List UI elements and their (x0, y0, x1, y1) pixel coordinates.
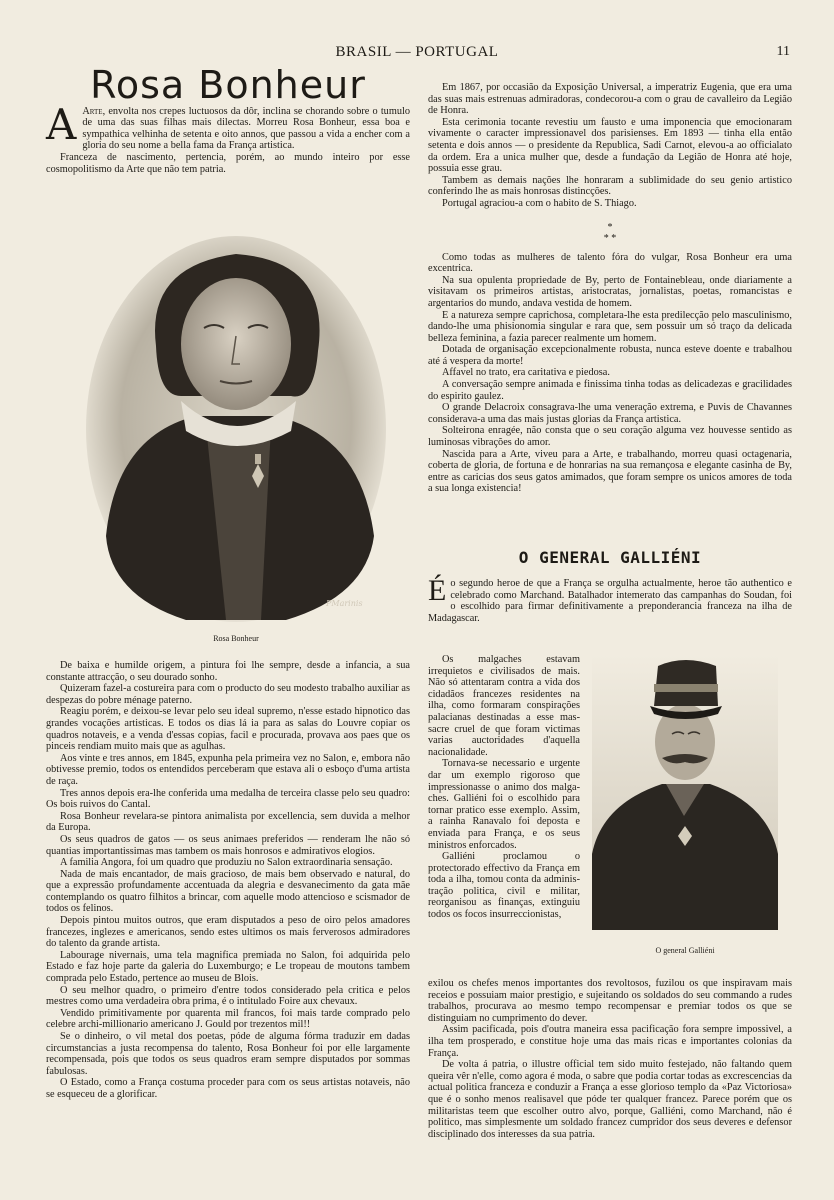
article-title-rosa: Rosa Bonheur (90, 63, 366, 107)
gallieni-narrow-column (428, 654, 580, 921)
paragraph: Galliéni proclamou o protectorado effectivo da França em toda a ilha, tomou conta da administração politica, civil e militar, reorganisou as finanças, extinguiu todos os focos insurreccionistas, (428, 851, 580, 921)
photo-caption-rosa: Rosa Bonheur (213, 634, 259, 643)
paragraph: O grande Delacroix consagrava-lhe uma veneração extrema, e Puvis de Chavannes considerava-a uma das mais justas glorias da França artistica. (428, 402, 792, 425)
paragraph: Portugal agraciou-a com o habito de S. Thiago. (442, 197, 637, 209)
drop-cap: É (428, 574, 447, 607)
article-title-gallieni: O GENERAL GALLIÉNI (518, 548, 702, 567)
paragraph: Dotada de organisação excepcionalmente robusta, nunca esteve doente e trabalhou até á vespera da morte! (428, 344, 792, 367)
paragraph: Nada de mais encantador, de mais gracioso, de mais bem observado e natural, do que a expressão profundamente accentuada da alegria e desvanecimento da gata mãe contemplando os quatro filhitos a brincar, com aquelle modo attencioso e scismador de todos os felinos. (46, 868, 410, 915)
photo-caption-gallieni: O general Galliéni (655, 946, 715, 955)
general-gallieni-portrait (592, 654, 778, 930)
paragraph: Como todas as mulheres de talento fóra do vulgar, Rosa Bonheur era uma excentrica. (428, 251, 792, 275)
intro-first-word: Arte (82, 105, 103, 117)
section-stars: * * (603, 232, 617, 244)
paragraph: Reagiu porém, e deixou-se levar pelo seu ideal supremo, n'esse estado hipnotico das grandes vocações artisticas. E todos os dias lá ia para as salas do Louvre copiar os quadros notaveis, e a venda d'essas copias, facil e procurada, provava aos paes que os pinceis rendiam muito mais que as agulhas. (46, 706, 410, 753)
page-number: 11 (776, 44, 790, 59)
paragraph: De volta á patria, o illustre official tem sido muito festejado, não faltando quem queira vêr n'elle, como agora é moda, o sabre que podia cortar todas as excrescencias da actual politica franceza e conduzir a França a esse glorioso templo da «Paz Victoriosa» que é o sonho menos realisavel que póde ter qualquer francez. Parece porém que os militaristas teem que escolher outro alvo, porque, Galliéni, como Marchand, não é politico, mas simplesmente um soldado francez cumpridor dos seus deveres e defensor disciplinado dos interesses da sua patria. (428, 1059, 792, 1140)
paragraph: Aos vinte e tres annos, em 1845, expunha pela primeira vez no Salon, e, embora não obtivesse premio, todos os entendidos perceberam que estava ali o esboço d'uma artista de raça. (46, 752, 410, 787)
paragraph: Se o dinheiro, o vil metal dos poetas, póde de alguma fórma traduzir em dadas circumstancias a justa recompensa do talento, Rosa Bonheur foi por elle largamente recompensada, pois que todos os seus quadros eram sempre disputados por sommas fabulosas. (46, 1031, 410, 1077)
paragraph: Na sua opulenta propriedade de By, perto de Fontainebleau, onde diariamente a visitavam os primeiros artistas, aristocratas, jornalistas, poetas, romancistas e argentarios do mundo, andava vestida de homem. (428, 274, 792, 309)
paragraph: E a natureza sempre caprichosa, completara-lhe esta predilecção pelo masculinismo, dando-lhe uma phisionomia singular e rara que, sem possuir um só traço da delicada belleza feminina, a fazia parecer realmente um homem. (428, 309, 792, 344)
gallieni-intro (428, 574, 792, 624)
paragraph: O seu melhor quadro, o primeiro d'entre todos considerado pela critica e pelos mestres como uma verdadeira obra prima, é o intitulado Foire aux chevaux. (46, 984, 410, 1008)
paragraph: Esta cerimonia tocante revestiu um fausto e uma imponencia que emocionaram vivamente o caracter impressionavel dos parisienses. Em 1893 — tinha ella então setenta e dois annos — o presidente da Republica, Sadi Carnot, elevou-a ao officialato da ordem. Era a unica mulher que, desde a fundação da Legião de Honra até hoje, possuia esse grau. (428, 116, 792, 175)
paragraph: Labourage nivernais, uma tela magnifica premiada no Salon, foi adquirida pelo Estado e faz hoje parte da galeria do Luxemburgo; e Le tropeau de moutons tambem comprada pelo Estado, pertence ao museu de Blois. (46, 949, 410, 985)
gallieni-intro-paragraph (428, 574, 792, 624)
paragraph: A conversação sempre animada e finissima tinha todas as delicadezas e gracilidades do espirito gaulez. (428, 379, 792, 402)
paragraph: Tornava-se necessario e urgente dar um exemplo rigoroso que impressionasse o animo dos malgaches. Galliéni foi o escolhido para tornar pratico esse exemplo. Assim, a rainha Ranavalo foi deposta e enviada para França, e os seus ministros enforcados. (428, 758, 580, 851)
rosa-intro-paragraph-2: Franceza de nascimento, pertencia, porém, ao mundo inteiro por esse cosmopolitismo da Arte que não tem patria. (46, 151, 410, 175)
running-title: BRASIL — PORTUGAL (335, 44, 499, 60)
paragraph: Em 1867, por occasião da Exposição Universal, a imperatriz Eugenia, que era uma das suas mais estrenuas admiradoras, condecorou-a com o grau de cavalleiro da Legião de Honra. (428, 82, 792, 117)
gallieni-header (428, 548, 792, 567)
paragraph: Os malgaches estavam irrequietos e civilisados de mais. Não só attentaram contra a vida dos cidadãos francezes residentes na ilha, como formaram conspirações palacianas destinadas a esse massacre cruel de que foram victimas varias auctoridades d'aquella nacionalidade. (428, 654, 580, 758)
rosa-right-body (428, 82, 792, 495)
paragraph: Rosa Bonheur revelara-se pintora animalista por excellencia, sem duvida a melhor da Europa. (46, 810, 410, 834)
paragraph: Os seus quadros de gatos — os seus animaes preferidos — renderam lhe não só quantias importantissimas mas tambem os mais honrosos e admirativos elogios. (46, 833, 410, 857)
paragraph: Tres annos depois era-lhe conferida uma medalha de terceira classe pelo seu quadro: Os bois ruivos do Cantal. (46, 787, 410, 811)
rosa-intro-paragraph (46, 99, 410, 152)
paragraph: exilou os chefes menos importantes dos revoltosos, fuzilou os que inspiravam mais receios e possuiam maior prestigio, e sujeitando os soldados do seu commando a rudes trabalhos, procurava ao mesmo tempo recompensar e premiar todos os que se distinguiam no cumprimento do dever. (428, 978, 792, 1024)
paragraph: De baixa e humilde origem, a pintura foi lhe sempre, desde a infancia, a sua constante attracção, o seu dourado sonho. (46, 660, 410, 683)
rosa-left-body (46, 660, 410, 1101)
section-stars: * (607, 221, 613, 233)
svg-text:PMarinis: PMarinis (326, 599, 363, 608)
intro-text: o segundo heroe de que a França se orgulha actualmente, heroe tão authentico e celebrado como Marchand. Batalhador intemerato das campanhas do Soudan, foi o escolhido para firmar definitivamente a preponderancia franceza na ilha de Madagascar. (428, 578, 792, 624)
intro-text: , envolta nos crepes luctuosos da dôr, inclina se chorando sobre o tumulo de uma das suas filhas mais dilectas. Morreu Rosa Bonheur, essa boa e sympathica velhinha de setenta e oito annos, que passou a vida a encher com a gloria do seu nome a bella fama da França artistica. (82, 105, 410, 152)
rosa-bonheur-portrait (86, 236, 386, 622)
paragraph: Tambem as demais nações lhe honraram a sublimidade do seu genio artistico conferindo lhe as mais honrosas distincções. (428, 174, 792, 198)
paragraph: Vendido primitivamente por quarenta mil francos, foi mais tarde comprado pelo celebre archi-millionario americano J. Gould por trezentos mil!! (46, 1007, 410, 1031)
paragraph: Assim pacificada, pois d'outra maneira essa pacificação fora sempre impossivel, a ilha tem prosperado, e constitue hoje uma das mais ricas e importantes colonias da França. (428, 1024, 792, 1059)
paragraph: O Estado, como a França costuma proceder para com os seus artistas notaveis, não se esqueceu de a glorificar. (46, 1077, 410, 1100)
paragraph: Solteirona enragée, não consta que o seu coração alguma vez houvesse sentido as luminosas vibrações do amor. (428, 425, 792, 449)
paragraph: A familia Angora, foi um quadro que produziu no Salon extraordinaria sensação. (60, 857, 393, 869)
paragraph: Depois pintou muitos outros, que eram disputados a peso de oiro pelos amadores francezes, inglezes e americanos, sendo estes ultimos os mais ferverosos admiradores do talento da grande artista. (46, 915, 410, 950)
paragraph: Quizeram fazel-a costureira para com o producto do seu modesto trabalho auxiliar as despezas do pobre ménage paterno. (46, 683, 410, 706)
rosa-intro (46, 63, 410, 175)
paragraph: Nascida para a Arte, viveu para a Arte, e trabalhando, morreu quasi octagenaria, coberta de gloria, de fortuna e de honrarias na sua remançosa e elegante casinha de By, entre as caricias dos seus gatos amimados, que foram sempre os unicos amores de toda a sua longa existencia! (428, 448, 792, 495)
drop-cap: A (46, 99, 77, 149)
gallieni-bottom-body (428, 978, 792, 1140)
paragraph: Affavel no trato, era caritativa e piedosa. (442, 367, 610, 379)
